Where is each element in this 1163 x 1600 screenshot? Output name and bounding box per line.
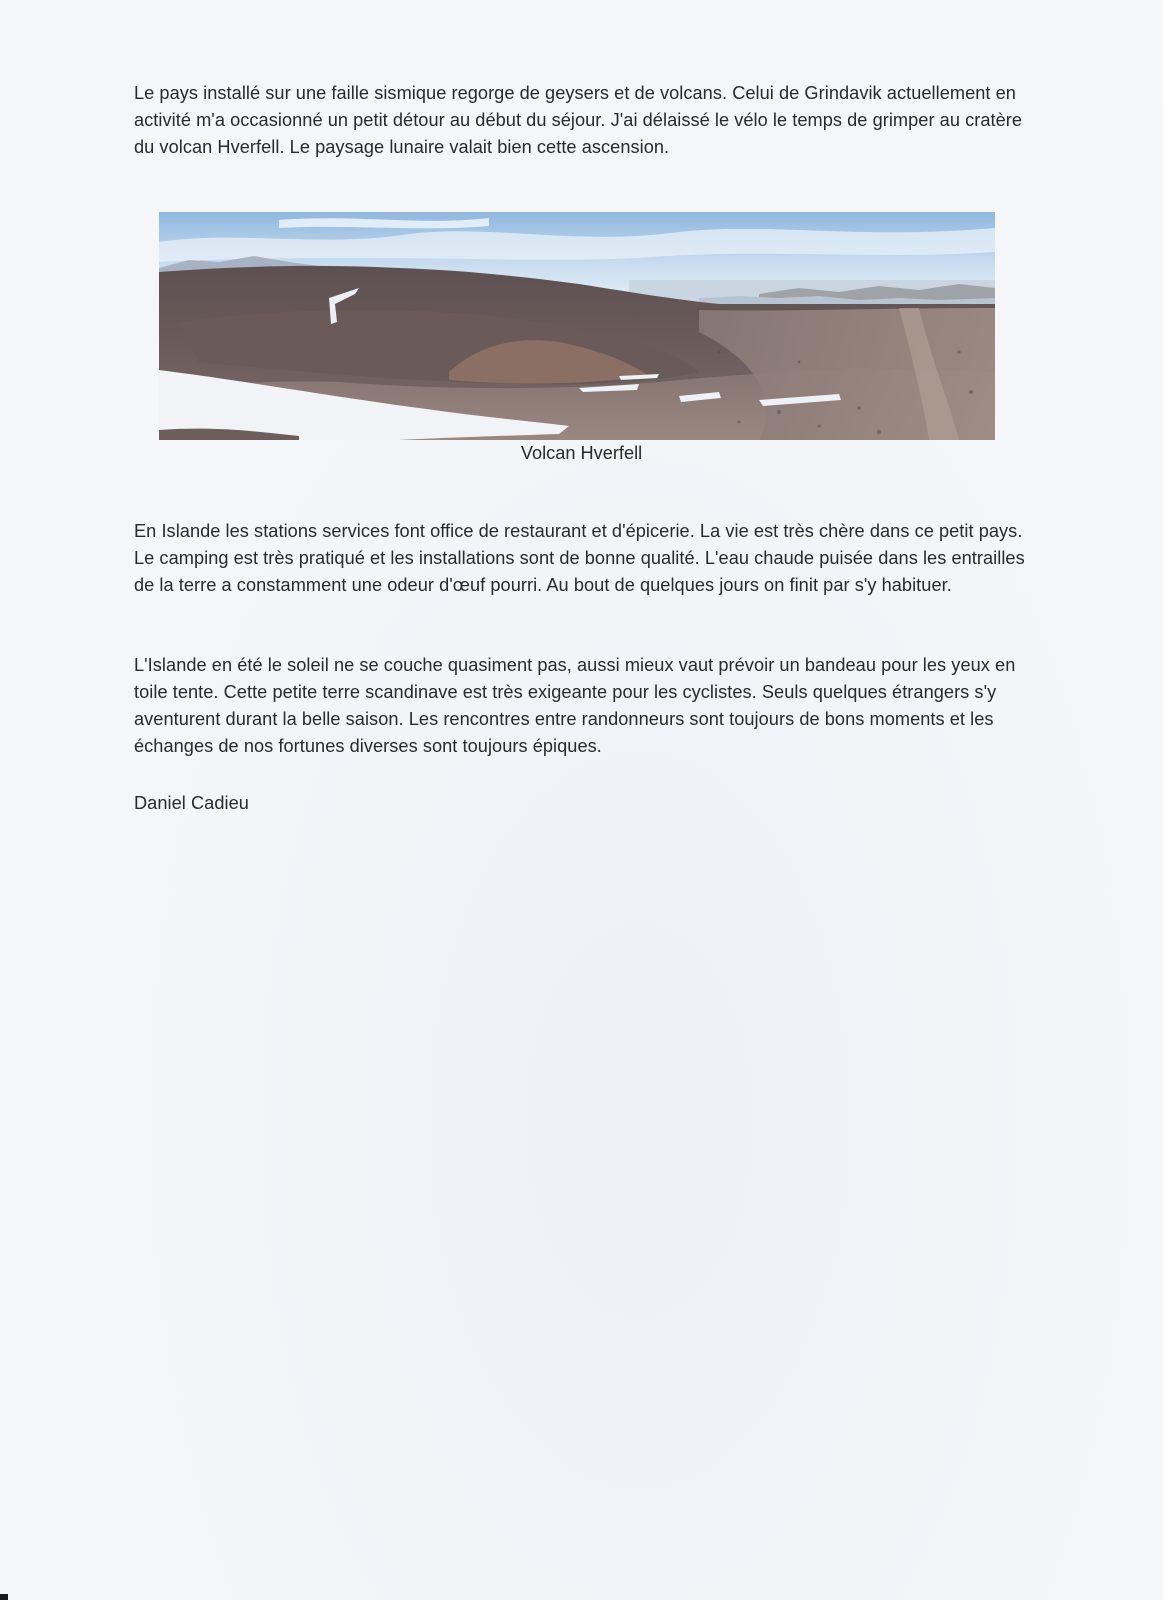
volcano-panorama-photo xyxy=(159,212,995,440)
stations-paragraph: En Islande les stations services font office de restaurant et d'épicerie. La vie est très chère dans ce petit pays. Le camping est très pratiqué et les installations sont de bonne qualité. L'eau chaude puisée dans les entrailles de la terre a constamment une odeur d'œuf pourri. Au bout de quelques jours on finit par s'y habituer. xyxy=(134,521,1025,595)
author-signature: Daniel Cadieu xyxy=(134,793,249,813)
summer-paragraph: L'Islande en été le soleil ne se couche quasiment pas, aussi mieux vaut prévoir un bandeau pour les yeux en toile tente. Cette petite terre scandinave est très exigeante pour les cyclistes. Seuls quelques étrangers s'y aventurent durant la belle saison. Les rencontres entre randonneurs sont toujours de bons moments et les échanges de nos fortunes diverses sont toujours épiques. xyxy=(134,655,1016,756)
volcano-panorama-graphic xyxy=(159,212,995,440)
scan-edge-mark xyxy=(0,1594,8,1600)
intro-paragraph: Le pays installé sur une faille sismique regorge de geysers et de volcans. Celui de Grindavik actuellement en activité m'a occasionné un petit détour au début du séjour. J'ai délaissé le vélo le temps de grimper au cratère du volcan Hverfell. Le paysage lunaire valait bien cette ascension. xyxy=(134,83,1023,157)
figure-caption: Volcan Hverfell xyxy=(520,443,643,463)
